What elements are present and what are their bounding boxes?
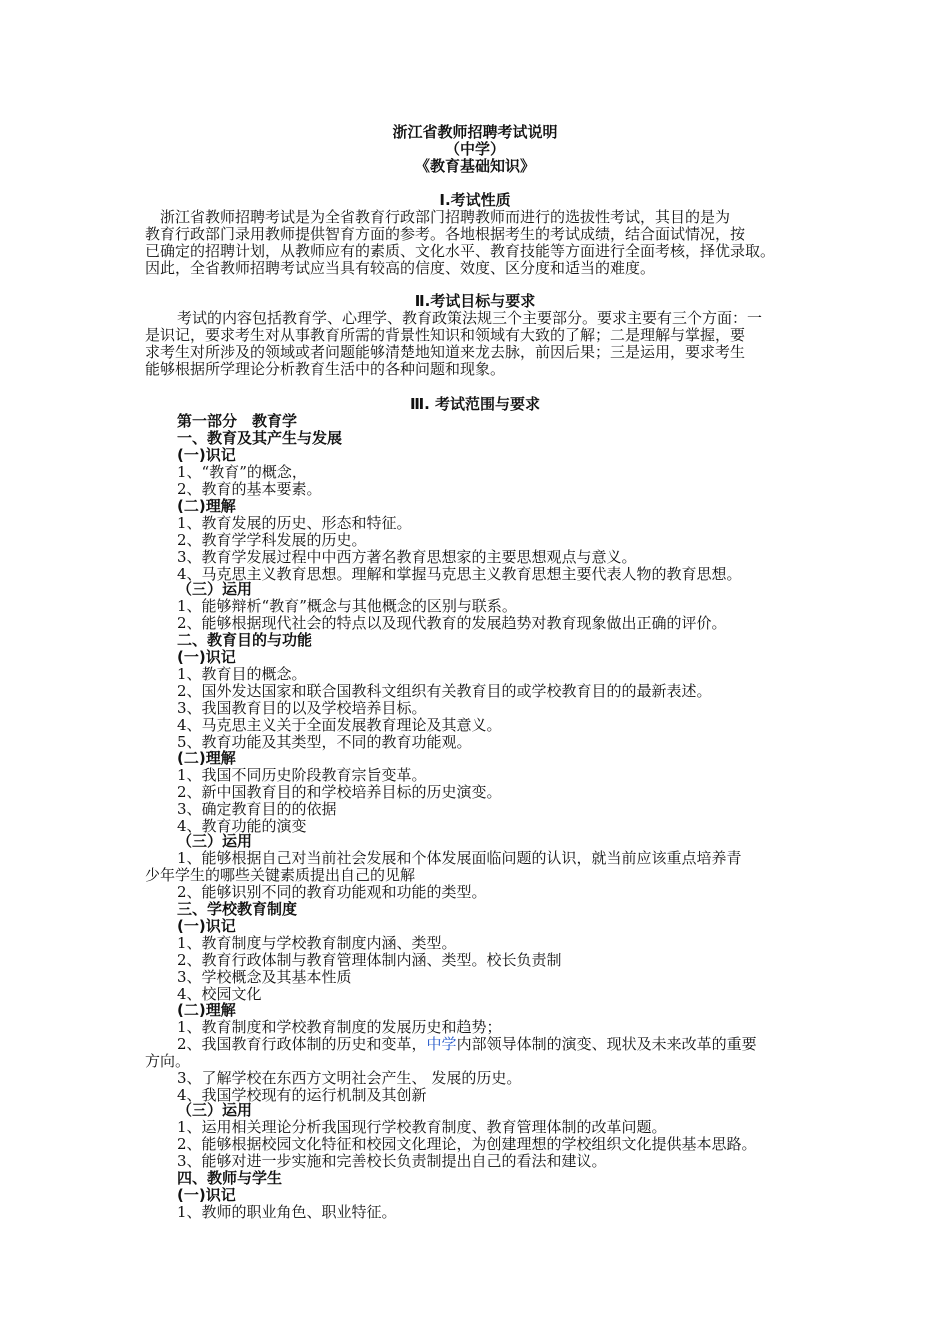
section-2-line: 考试的内容包括教育学、心理学、教育政策法规三个主要部分。要求主要有三个方面：一 [177,309,763,327]
list-item: 1、能够根据自己对当前社会发展和个体发展面临问题的认识，就当前应该重点培养青 [177,849,742,867]
list-item: 2、教育学学科发展的历史。 [177,531,367,549]
subsection-heading: (二)理解 [177,1001,236,1019]
list-item: 2、能够根据现代社会的特点以及现代教育的发展趋势对教育现象做出正确的评价。 [177,614,727,632]
list-item: 1、教育制度和学校教育制度的发展历史和趋势； [177,1018,502,1036]
subsection-heading: （三）运用 [177,1101,253,1119]
middle-school-link[interactable]: 中学 [426,1035,457,1053]
list-item-text: 2、我国教育行政体制的历史和变革， [177,1035,427,1053]
subsection-heading: (一)识记 [177,917,236,935]
list-item: 3、我国教育目的以及学校培养目标。 [177,699,427,717]
list-item: 1、能够辩析“教育”概念与其他概念的区别与联系。 [177,597,517,615]
list-item: 3、教育学发展过程中中西方著名教育思想家的主要思想观点与意义。 [177,548,637,566]
list-item: 方向。 [145,1052,191,1070]
section-2-heading: Ⅱ.考试目标与要求 [414,292,536,310]
subsection-heading: （三）运用 [177,832,253,850]
list-item: 2、能够根据校园文化特征和校园文化理论，为创建理想的学校组织文化提供基本思路。 [177,1135,757,1153]
list-item: 1、教育发展的历史、形态和特征。 [177,514,412,532]
list-item: 1、“教育”的概念， [177,463,307,481]
section-2-line: 是识记，要求考生对从事教育所需的背景性知识和领域有大致的了解；二是理解与掌握，要 [145,326,746,344]
list-item: 3、能够对进一步实施和完善校长负责制提出自己的看法和建议。 [177,1152,607,1170]
chapter-heading: 二、教育目的与功能 [177,631,313,649]
subsection-heading: (二)理解 [177,497,236,515]
chapter-heading: 四、教师与学生 [177,1169,283,1187]
list-item: 2、教育行政体制与教育管理体制内涵、类型。校长负责制 [177,951,562,969]
list-item: 4、马克思主义关于全面发展教育理论及其意义。 [177,716,502,734]
section-1-line: 浙江省教师招聘考试是为全省教育行政部门招聘教师而进行的选拔性考试，其目的是为 [160,208,731,226]
list-item: 3、学校概念及其基本性质 [177,968,352,986]
section-1-line: 因此，全省教师招聘考试应当具有较高的信度、效度、区分度和适当的难度。 [145,259,656,277]
subsection-heading: (一)识记 [177,446,236,464]
document-subtitle: （中学） [444,140,505,158]
list-item: 5、教育功能及其类型，不同的教育功能观。 [177,733,472,751]
list-item: 1、教育制度与学校教育制度内涵、类型。 [177,934,457,952]
list-item: 少年学生的哪些关键素质提出自己的见解 [145,866,416,884]
list-item: 1、我国不同历史阶段教育宗旨变革。 [177,766,427,784]
chapter-heading: 三、学校教育制度 [177,900,298,918]
list-item: 2、新中国教育目的和学校培养目标的历史演变。 [177,783,502,801]
list-item: 4、教育功能的演变 [177,817,307,835]
section-1-line: 已确定的招聘计划，从教师应有的素质、文化水平、教育技能等方面进行全面考核，择优录取。 [145,242,776,260]
list-item: 4、马克思主义教育思想。理解和掌握马克思主义教育思想主要代表人物的教育思想。 [177,565,742,583]
section-1-line: 教育行政部门录用教师提供智育方面的参考。各地根据考生的考试成绩，结合面试情况，按 [145,225,746,243]
section-1-heading: Ⅰ.考试性质 [439,191,511,209]
list-item: 2、能够识别不同的教育功能观和功能的类型。 [177,883,487,901]
part-heading: 第一部分 教育学 [177,412,298,430]
document-title: 浙江省教师招聘考试说明 [392,123,558,141]
section-3-heading: Ⅲ. 考试范围与要求 [409,395,541,413]
list-item: 3、了解学校在东西方文明社会产生、 发展的历史。 [177,1069,522,1087]
subsection-heading: (二)理解 [177,749,236,767]
list-item: 1、教师的职业角色、职业特征。 [177,1203,397,1221]
chapter-heading: 一、教育及其产生与发展 [177,429,343,447]
section-2-line: 求考生对所涉及的领域或者问题能够清楚地知道来龙去脉，前因后果；三是运用，要求考生 [145,343,746,361]
subsection-heading: (一)识记 [177,1186,236,1204]
list-item: 2、国外发达国家和联合国教科文组织有关教育目的或学校教育目的的最新表述。 [177,682,712,700]
list-item: 3、确定教育目的的依据 [177,800,337,818]
list-item: 1、运用相关理论分析我国现行学校教育制度、教育管理体制的改革问题。 [177,1118,667,1136]
subsection-heading: (一)识记 [177,648,236,666]
list-item: 1、教育目的概念。 [177,665,307,683]
list-item: 4、我国学校现有的运行机制及其创新 [177,1086,427,1104]
list-item: 4、校园文化 [177,985,262,1003]
list-item [177,1036,757,1053]
section-2-line: 能够根据所学理论分析教育生活中的各种问题和现象。 [145,360,506,378]
list-item: 2、教育的基本要素。 [177,480,322,498]
document-subject: 《教育基础知识》 [414,157,535,175]
subsection-heading: （三）运用 [177,580,253,598]
list-item-text: 内部领导体制的演变、现状及未来改革的重要 [456,1035,757,1053]
